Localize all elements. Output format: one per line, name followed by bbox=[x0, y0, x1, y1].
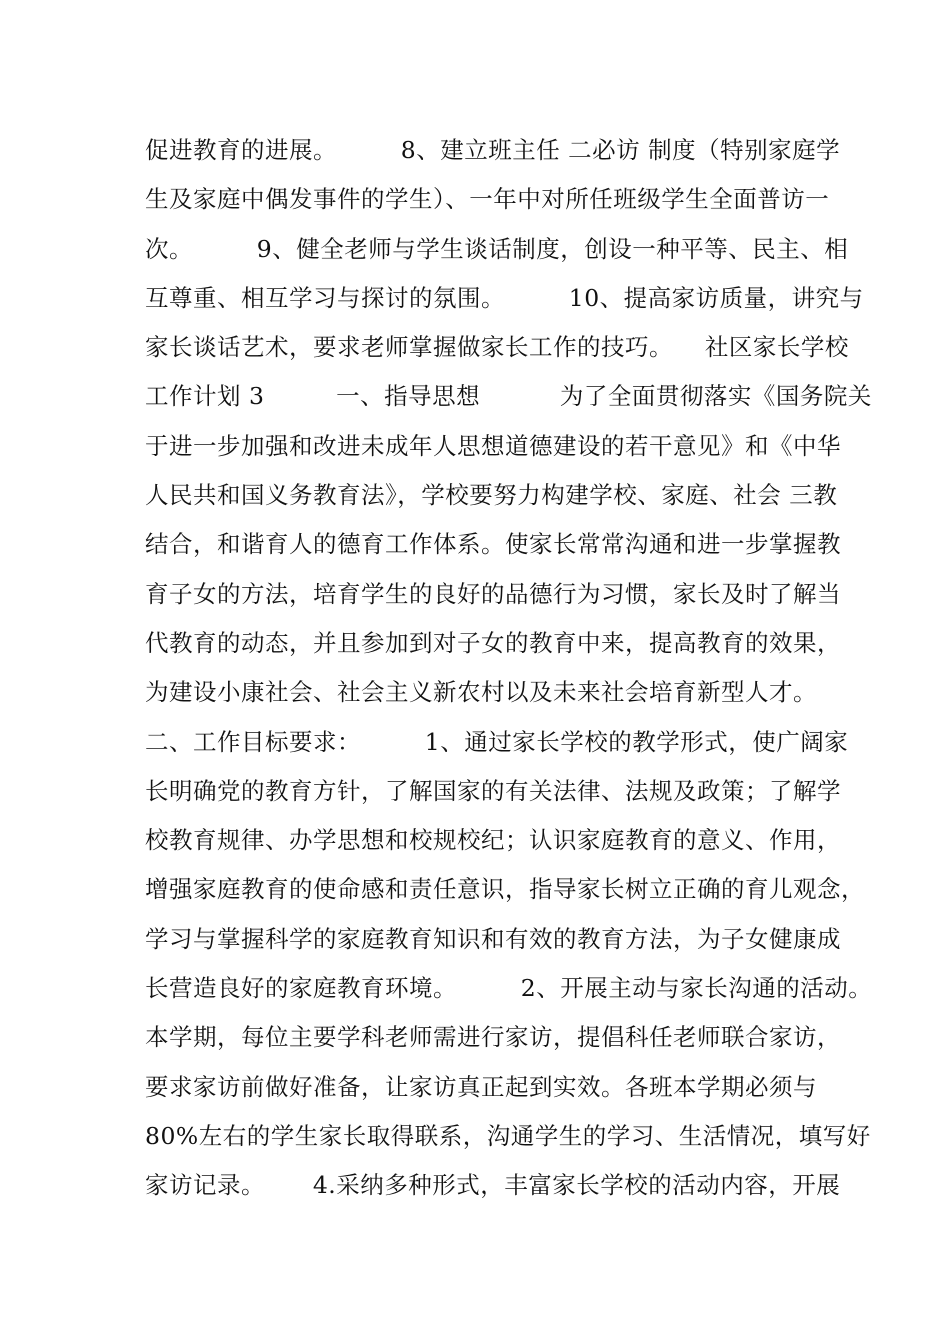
text-line: 家访记录。 4.采纳多种形式，丰富家长学校的活动内容，开展 bbox=[145, 1171, 841, 1200]
text-line: 次。 9、健全老师与学生谈话制度，创设一种平等、民主、相 bbox=[145, 234, 849, 263]
text-line: 为建设小康社会、社会主义新农村以及未来社会培育新型人才。 bbox=[145, 678, 817, 707]
text-line: 长明确党的教育方针，了解国家的有关法律、法规及政策；了解学 bbox=[145, 776, 841, 805]
text-line: 生及家庭中偶发事件的学生）、一年中对所任班级学生全面普访一 bbox=[145, 185, 830, 214]
text-line: 80%左右的学生家长取得联系，沟通学生的学习、生活情况，填写好 bbox=[145, 1121, 871, 1150]
text-line: 二、工作目标要求： 1、通过家长学校的教学形式，使广阔家 bbox=[145, 727, 849, 756]
text-line: 于进一步加强和改进未成年人思想道德建设的若干意见》和《中华 bbox=[145, 431, 841, 460]
text-line: 增强家庭教育的使命感和责任意识，指导家长树立正确的育儿观念， bbox=[145, 875, 865, 904]
text-line: 家长谈话艺术，要求老师掌握做家长工作的技巧。 社区家长学校 bbox=[145, 333, 849, 362]
text-line: 工作计划 3 一、指导思想 为了全面贯彻落实《国务院关 bbox=[145, 382, 872, 411]
text-line: 学习与掌握科学的家庭教育知识和有效的教育方法，为子女健康成 bbox=[145, 924, 841, 953]
text-line: 本学期，每位主要学科老师需进行家访，提倡科任老师联合家访， bbox=[145, 1023, 841, 1052]
text-line: 要求家访前做好准备，让家访真正起到实效。各班本学期必须与 bbox=[145, 1072, 817, 1101]
text-line: 长营造良好的家庭教育环境。 2、开展主动与家长沟通的活动。 bbox=[145, 974, 873, 1003]
text-line: 代教育的动态，并且参加到对子女的教育中来，提高教育的效果， bbox=[145, 628, 841, 657]
body-text bbox=[145, 126, 873, 1211]
text-line: 结合，和谐育人的德育工作体系。使家长常常沟通和进一步掌握教 bbox=[145, 530, 841, 559]
text-line: 互尊重、相互学习与探讨的氛围。 10、提高家访质量，讲究与 bbox=[145, 283, 864, 312]
text-line: 校教育规律、办学思想和校规校纪；认识家庭教育的意义、作用， bbox=[145, 826, 841, 855]
text-line: 人民共和国义务教育法》，学校要努力构建学校、家庭、社会 三教 bbox=[145, 481, 838, 510]
text-line: 促进教育的进展。 8、建立班主任 二必访 制度（特别家庭学 bbox=[145, 136, 841, 164]
text-line: 育子女的方法，培育学生的良好的品德行为习惯，家长及时了解当 bbox=[145, 579, 841, 608]
